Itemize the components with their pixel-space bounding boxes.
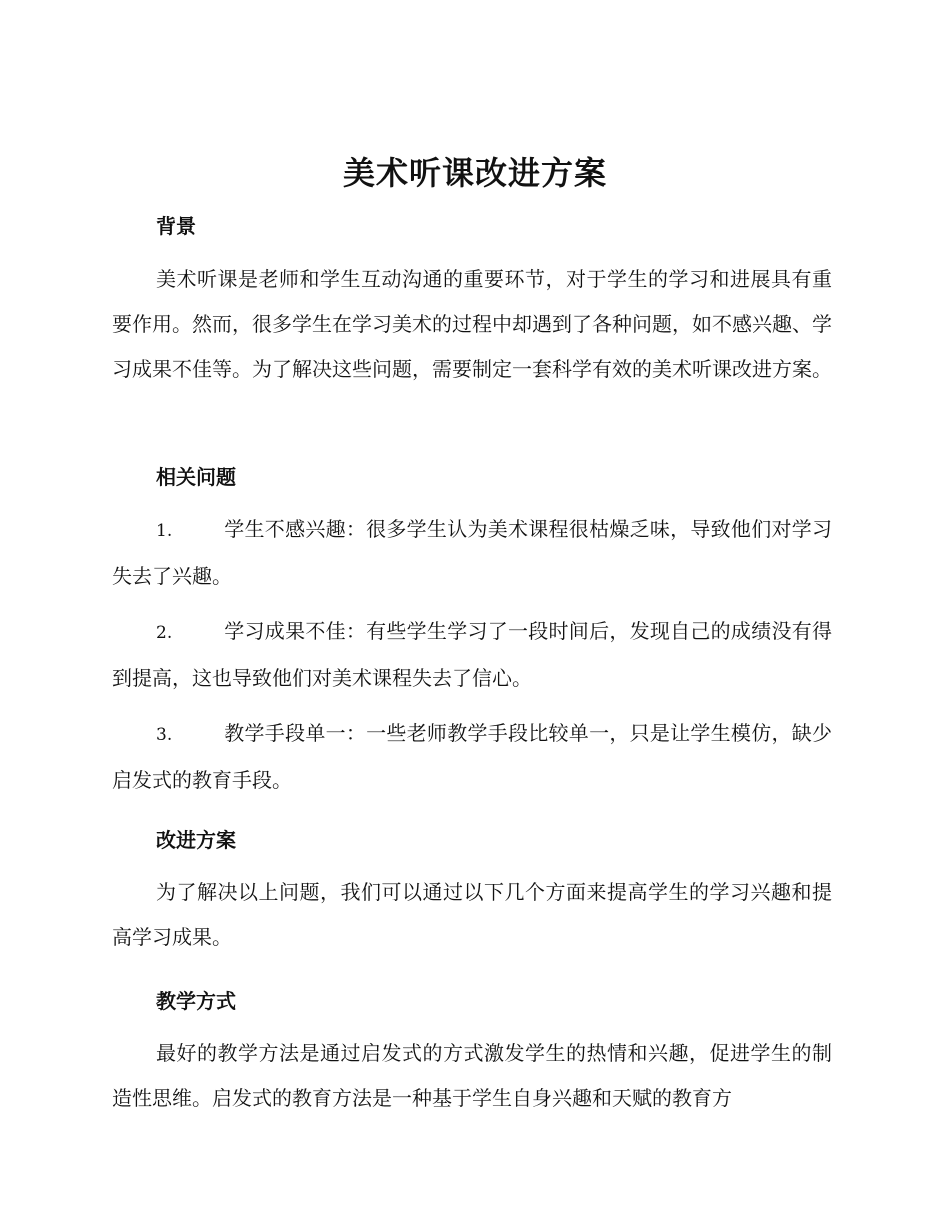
teaching-paragraph: 最好的教学方法是通过启发式的方式激发学生的热情和兴趣，促进学生的制造性思维。启发式的教育方法是一种基于学生自身兴趣和天赋的教育方: [112, 1041, 832, 1110]
list-item-number: 3.: [156, 725, 173, 745]
section-heading-background: 背景: [156, 214, 196, 238]
list-item-text: 教学手段单一：一些老师教学手段比较单一，只是让学生模仿，缺少启发式的教育手段。: [112, 721, 832, 792]
list-item-number: 1.: [156, 521, 173, 541]
issue-list-item: [112, 507, 832, 599]
section-heading-teaching: 教学方式: [156, 989, 236, 1013]
section-heading-issues: 相关问题: [156, 465, 236, 489]
issue-list-item: [112, 609, 832, 701]
background-paragraph: 美术听课是老师和学生互动沟通的重要环节，对于学生的学习和进展具有重要作用。然而，很多学生在学习美术的过程中却遇到了各种问题，如不感兴趣、学习成果不佳等。为了解决这些问题，需要制定一套科学有效的美术听课改进方案。: [112, 267, 832, 381]
plan-paragraph: 为了解决以上问题，我们可以通过以下几个方面来提高学生的学习兴趣和提高学习成果。: [112, 880, 832, 949]
list-item-number: 2.: [156, 623, 173, 643]
list-item-text: 学生不感兴趣：很多学生认为美术课程很枯燥乏味，导致他们对学习失去了兴趣。: [112, 517, 832, 588]
issue-list-item: [112, 711, 832, 803]
list-item-text: 学习成果不佳：有些学生学习了一段时间后，发现自己的成绩没有得到提高，这也导致他们对美术课程失去了信心。: [112, 619, 832, 690]
document-title: 美术听课改进方案: [342, 154, 607, 192]
section-heading-plan: 改进方案: [156, 828, 236, 852]
